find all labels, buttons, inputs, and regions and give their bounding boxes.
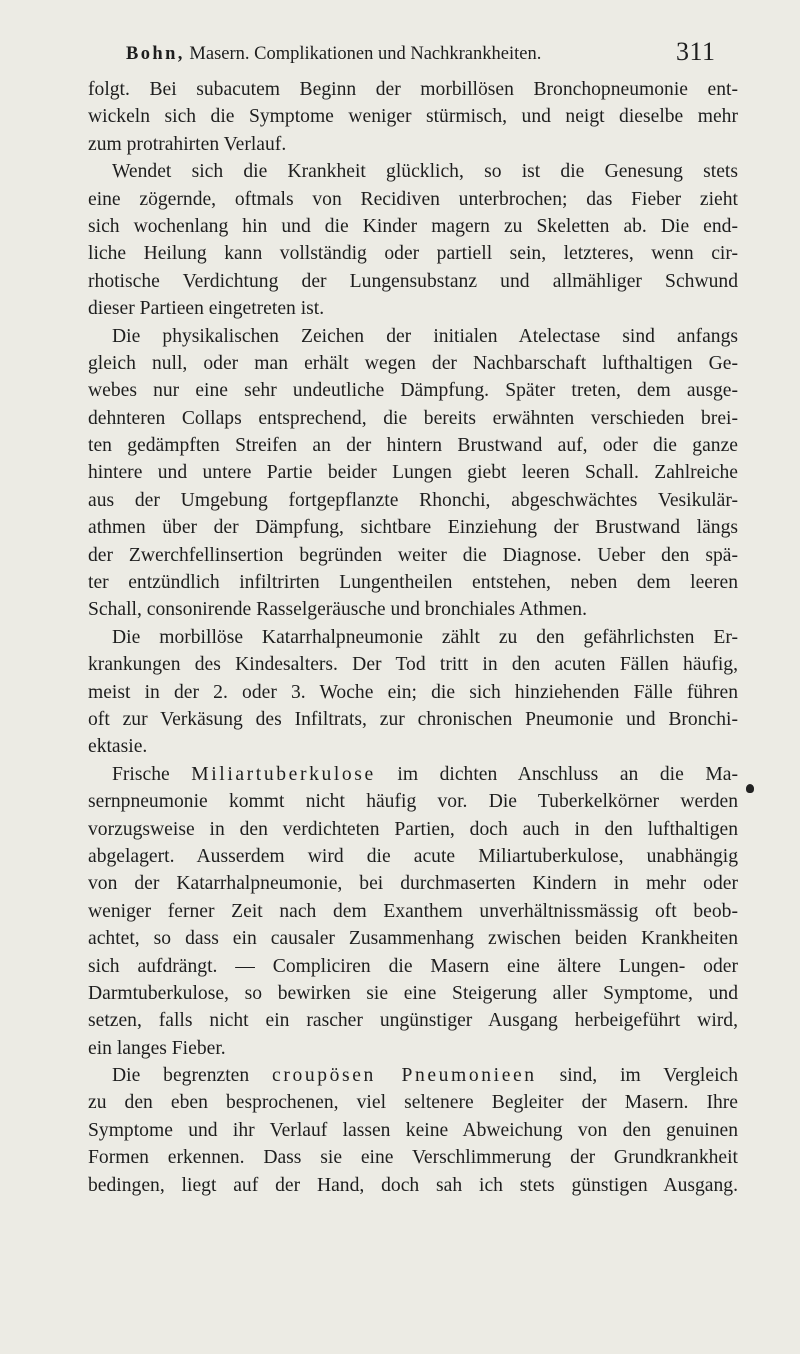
text-line: zum protrahirten Verlauf. — [88, 133, 287, 155]
text-line: abgelagert. Ausserdem wird die acute Miliartuberkulose, unabhängig — [88, 845, 738, 867]
text-line: dieser Partieen eingetreten ist. — [88, 298, 325, 320]
text-line: Formen erkennen. Dass sie eine Verschlimmerung der Grundkrankheit — [88, 1147, 738, 1169]
text-line: dehnteren Collaps entsprechend, die bereits erwähnten verschieden brei- — [88, 407, 738, 429]
text-line: sich aufdrängt. — Compliciren die Masern eine ältere Lungen- oder — [88, 955, 738, 977]
text-line-segment: im dichten Anschluss an die Ma- — [375, 763, 738, 785]
text-line: rhotische Verdichtung der Lungensubstanz und allmähliger Schwund — [88, 270, 738, 292]
text-line: sich wochenlang hin und die Kinder magern zu Skeletten ab. Die end- — [88, 215, 738, 237]
text-line: von der Katarrhalpneumonie, bei durchmaserten Kindern in mehr oder — [88, 873, 738, 895]
text-line: Die physikalischen Zeichen der initialen Atelectase sind anfangs — [112, 325, 738, 347]
text-line: ten gedämpften Streifen an der hintern Brustwand auf, oder die ganze — [88, 435, 738, 457]
emphasized-term: Miliartuberkulose — [191, 763, 376, 785]
text-line: gleich null, oder man erhält wegen der Nachbarschaft lufthaltigen Ge- — [88, 352, 738, 374]
text-line: Die morbillöse Katarrhalpneumonie zählt zu den gefährlichsten Er- — [112, 626, 738, 648]
text-line: meist in der 2. oder 3. Woche ein; die sich hinziehenden Fälle führen — [88, 681, 738, 703]
text-line: ter entzündlich infiltrirten Lungentheilen entstehen, neben dem leeren — [88, 572, 738, 594]
text-line: webes nur eine sehr undeutliche Dämpfung. Später treten, dem ausge- — [88, 380, 738, 402]
text-line: Wendet sich die Krankheit glücklich, so ist die Genesung stets — [112, 161, 738, 183]
text-line: zu den eben besprochenen, viel seltenere Begleiter der Masern. Ihre — [88, 1092, 738, 1114]
text-line: liche Heilung kann vollständig oder partiell sein, letzteres, wenn cir- — [88, 243, 738, 265]
margin-ink-mark — [746, 784, 754, 793]
text-line: Darmtuberkulose, so bewirken sie eine Steigerung aller Symptome, und — [88, 982, 738, 1004]
text-line: oft zur Verkäsung des Infiltrats, zur chronischen Pneumonie und Bronchi- — [88, 708, 738, 730]
text-line: wickeln sich die Symptome weniger stürmisch, und neigt dieselbe mehr — [88, 106, 738, 128]
text-line: Schall, consonirende Rasselgeräusche und bronchiales Athmen. — [88, 599, 587, 621]
text-line-segment: Frische — [112, 763, 192, 785]
text-line: ein langes Fieber. — [88, 1037, 226, 1059]
text-line — [88, 1062, 738, 1089]
running-head — [88, 37, 738, 70]
text-line: der Zwerchfellinsertion begründen weiter die Diagnose. Ueber den spä- — [88, 544, 738, 566]
text-line: krankungen des Kindesalters. Der Tod tritt in den acuten Fällen häufig, — [88, 654, 738, 676]
running-head-text — [126, 44, 541, 65]
text-line: bedingen, liegt auf der Hand, doch sah ich stets günstigen Ausgang. — [88, 1174, 738, 1196]
running-head-author: Bohn, — [126, 44, 185, 64]
text-line: folgt. Bei subacutem Beginn der morbillösen Bronchopneumonie ent- — [88, 79, 738, 100]
text-line: weniger ferner Zeit nach dem Exanthem unverhältnissmässig oft beob- — [88, 900, 738, 922]
text-line: eine zögernde, oftmals von Recidiven unterbrochen; das Fieber zieht — [88, 188, 738, 210]
text-line: Symptome und ihr Verlauf lassen keine Abweichung von den genuinen — [88, 1119, 738, 1141]
text-line: hintere und untere Partie beider Lungen giebt leeren Schall. Zahlreiche — [88, 462, 738, 484]
emphasized-term: croupösen Pneumonieen — [272, 1065, 537, 1087]
text-line: aus der Umgebung fortgepflanzte Rhonchi, abgeschwächtes Vesikulär- — [88, 489, 738, 511]
body-text — [88, 76, 738, 1199]
text-line — [88, 761, 738, 788]
running-head-title: Masern. Complikationen und Nachkrankheiten. — [189, 44, 542, 64]
text-line: sernpneumonie kommt nicht häufig vor. Die Tuberkelkörner werden — [88, 791, 738, 813]
text-line: achtet, so dass ein causaler Zusammenhang zwischen beiden Krankheiten — [88, 928, 738, 950]
text-line: setzen, falls nicht ein rascher ungünstiger Ausgang herbeigeführt wird, — [88, 1010, 738, 1032]
text-line-segment: Die begrenzten — [112, 1065, 273, 1087]
text-line: athmen über der Dämpfung, sichtbare Einziehung der Brustwand längs — [88, 517, 738, 539]
page-number: 311 — [676, 37, 716, 66]
text-line-segment: sind, im Vergleich — [536, 1065, 739, 1087]
text-line: vorzugsweise in den verdichteten Partien, doch auch in den lufthaltigen — [88, 818, 738, 840]
text-line: ektasie. — [88, 736, 148, 758]
